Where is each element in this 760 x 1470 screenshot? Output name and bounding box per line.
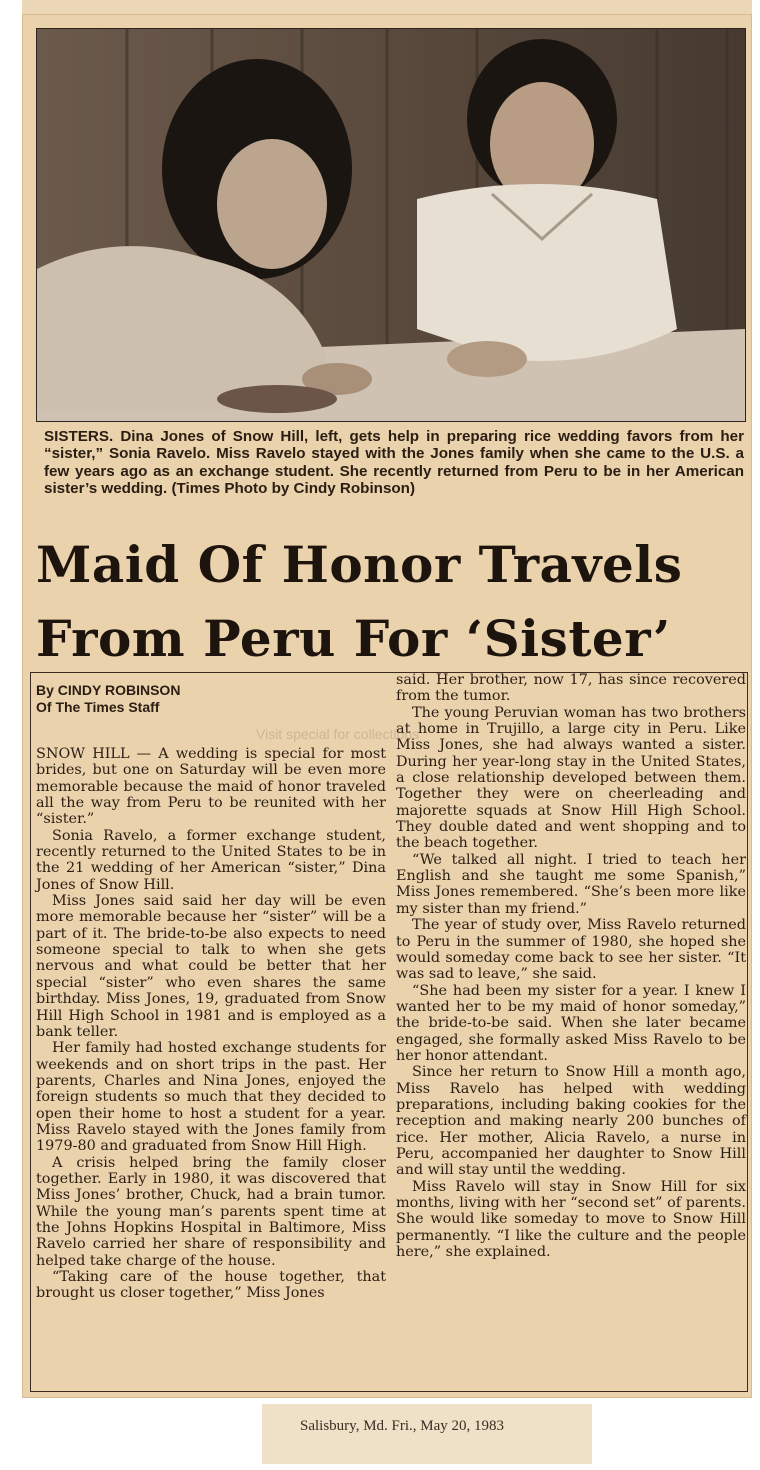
watermark: Visit special for collections	[256, 726, 420, 742]
paragraph: Since her return to Snow Hill a month ago, Miss Ravelo has helped with wedding preparations, including baking cookies for the reception and making nearly 200 bunches of rice. Her mother, Alicia Ravelo, a nurse in Peru, accompanied her daughter to Snow Hill and will stay until the wedding.	[396, 1064, 746, 1179]
headline-line-2: From Peru For ‘Sister’	[36, 609, 671, 668]
paragraph: A crisis helped bring the family closer together. Early in 1980, it was discovered that Miss Jones’ brother, Chuck, had a brain tumor. While the young man’s parents spent time at the Johns Hopkins Hospital in Baltimore, Miss Ravelo carried her share of responsibility and helped take charge of the house.	[36, 1154, 386, 1269]
photo-two-women-icon	[37, 29, 745, 421]
paragraph: SNOW HILL — A wedding is special for most brides, but one on Saturday will be even more memorable because the maid of honor traveled all the way from Peru to be reunited with her “sister.”	[36, 746, 386, 828]
paragraph: Miss Ravelo will stay in Snow Hill for six months, living with her “second set” of parents. She would like someday to move to Snow Hill permanently. “I like the culture and the people here,” she explained.	[396, 1178, 746, 1261]
article-column-right	[396, 672, 746, 1260]
dateline: Salisbury, Md. Fri., May 20, 1983	[300, 1418, 505, 1434]
paragraph: Miss Jones said said her day will be even more memorable because her “sister” will be a part of it. The bride-to-be also expects to need someone special to talk to when she gets nervous and what could be better that her special “sister” who even shares the same birthday. Miss Jones, 19, graduated from Snow Hill High School in 1981 and is employed as a bank teller.	[36, 893, 386, 1040]
news-photo	[36, 28, 746, 422]
article-column-left	[36, 682, 386, 1302]
byline-author: By CINDY ROBINSON	[36, 682, 181, 698]
paragraph: said. Her brother, now 17, has since recovered from the tumor.	[396, 672, 746, 705]
headline	[36, 528, 752, 676]
paragraph: The young Peruvian woman has two brothers at home in Trujillo, a large city in Peru. Like Miss Jones, she had always wanted a sister. During her year-long stay in the United States, a close relationship developed between them. Together they were on cheerleading and majorette squads at Snow Hill High School. They double dated and went shopping and to the beach together.	[396, 704, 746, 852]
paragraph: The year of study over, Miss Ravelo returned to Peru in the summer of 1980, she hoped she would someday come back to see her sister. “It was sad to leave,” she said.	[396, 917, 746, 983]
byline	[36, 682, 386, 716]
paragraph: Sonia Ravelo, a former exchange student, recently returned to the United States to be in the 21 wedding of her American “sister,” Dina Jones of Snow Hill.	[36, 827, 386, 893]
byline-staff: Of The Times Staff	[36, 699, 160, 715]
headline-line-1: Maid Of Honor Travels	[36, 535, 683, 594]
photo-caption: SISTERS. Dina Jones of Snow Hill, left, gets help in preparing rice wedding favors from her “sister,” Sonia Ravelo. Miss Ravelo stayed with the Jones family when she came to the U.S. a few years ago as an exchange student. She recently returned from Peru to be in her American sister’s wedding. (Times Photo by Cindy Robinson)	[44, 428, 744, 498]
paragraph: Her family had hosted exchange students for weekends and on short trips in the past. Her parents, Charles and Nina Jones, enjoyed the foreign students so much that they decided to open their home to host a student for a year. Miss Ravelo stayed with the Jones family from 1979-80 and graduated from Snow Hill High.	[36, 1040, 386, 1155]
paragraph: “We talked all night. I tried to teach her English and she taught me some Spanish,” Miss Jones remembered. “She’s been more like my sister than my friend.”	[396, 851, 746, 917]
paragraph: “Taking care of the house together, that brought us closer together,” Miss Jones	[36, 1269, 386, 1302]
paragraph: “She had been my sister for a year. I knew I wanted her to be my maid of honor someday,” the bride-to-be said. When she later became engaged, she formally asked Miss Ravelo to be her honor attendant.	[396, 982, 746, 1064]
